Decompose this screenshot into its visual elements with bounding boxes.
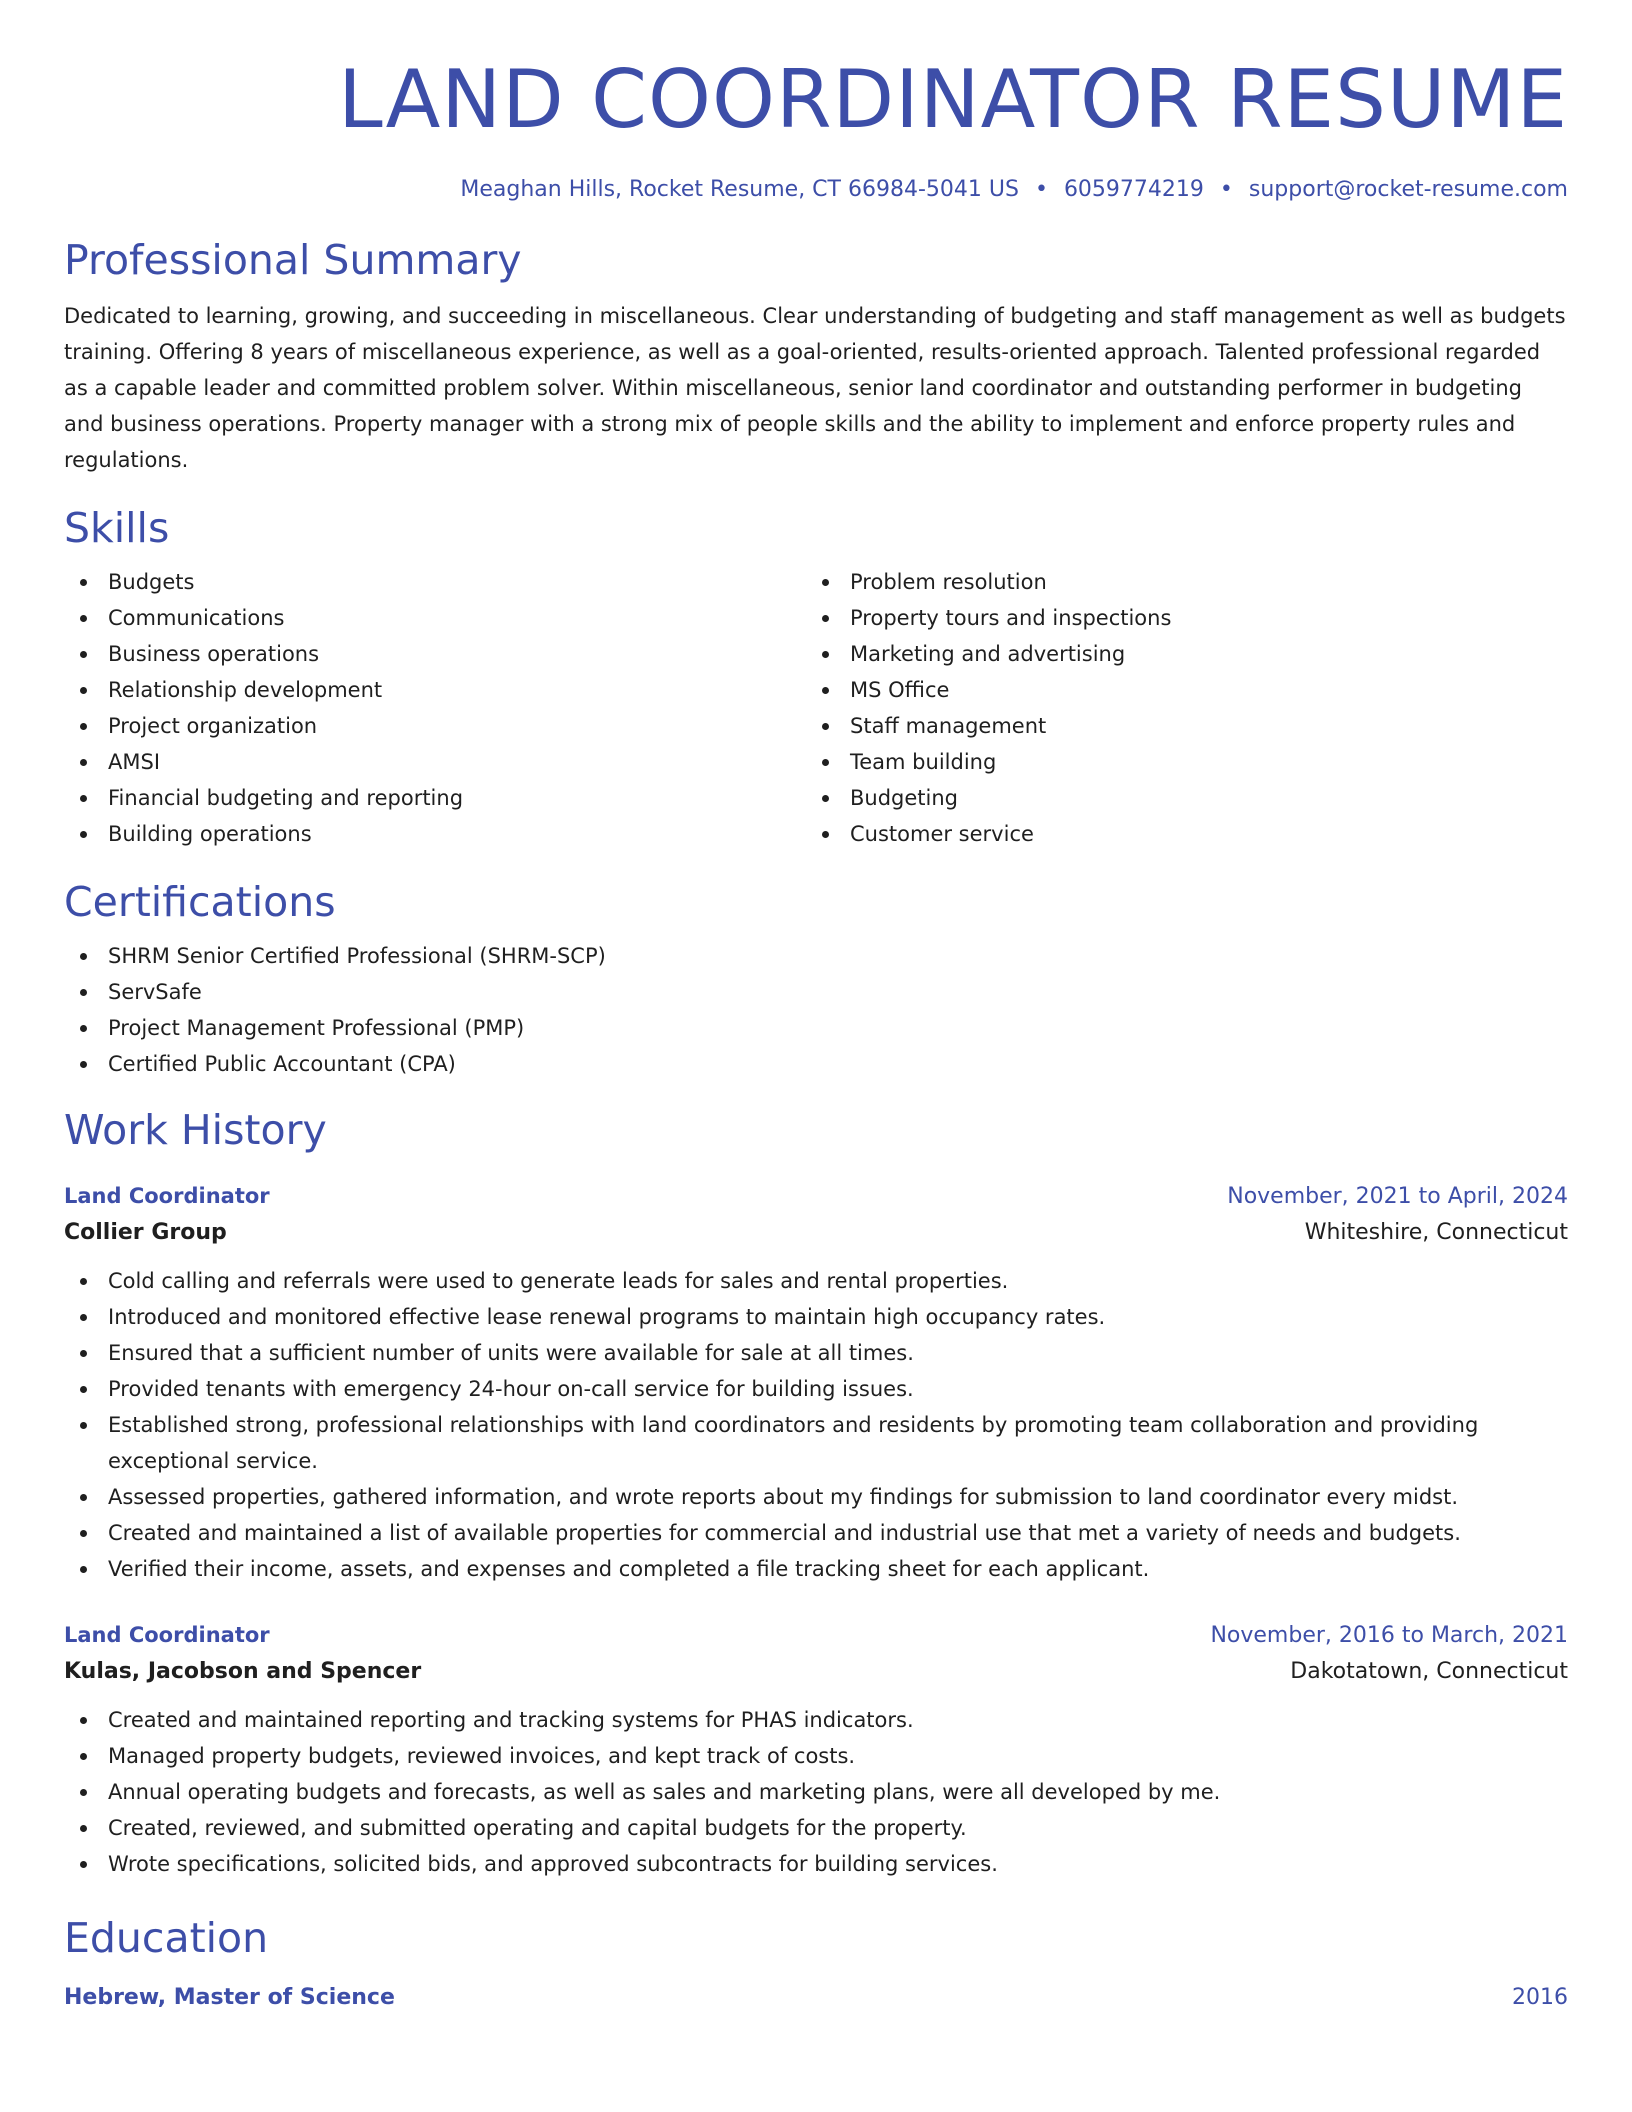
job-location: Whiteshire, Connecticut <box>1304 1220 1568 1245</box>
skills-column-right <box>806 564 1548 852</box>
job-bullets <box>64 1263 1568 1587</box>
list-item: Team building <box>806 744 1548 780</box>
section-heading: Certifications <box>64 878 336 926</box>
education-row <box>64 1982 1568 2014</box>
section-heading: Skills <box>64 504 170 552</box>
certifications-list <box>64 938 1568 1082</box>
job-company-row <box>64 1652 1568 1692</box>
list-item: Managed property budgets, reviewed invoices, and kept track of costs. <box>64 1738 1568 1774</box>
education-year: 2016 <box>1512 1985 1568 2010</box>
section-heading: Professional Summary <box>64 236 522 284</box>
job-header-row <box>64 1619 1568 1652</box>
list-item: Created and maintained a list of available properties for commercial and industrial use that met a variety of needs and budgets. <box>64 1515 1568 1551</box>
list-item: Budgets <box>64 564 806 600</box>
section-heading: Work History <box>64 1106 327 1154</box>
list-item: AMSI <box>64 744 806 780</box>
list-item: Created, reviewed, and submitted operating and capital budgets for the property. <box>64 1810 1568 1846</box>
resume-title: LAND COORDINATOR RESUME <box>338 53 1568 146</box>
list-item: ServSafe <box>64 974 1568 1010</box>
job-header-row <box>64 1180 1568 1213</box>
list-item: Created and maintained reporting and tracking systems for PHAS indicators. <box>64 1702 1568 1738</box>
education-degree: Hebrew, Master of Science <box>64 1985 395 2010</box>
section-heading: Education <box>64 1914 269 1962</box>
contact-separator: • <box>1219 177 1233 202</box>
list-item: Project organization <box>64 708 806 744</box>
professional-summary-section <box>64 234 1568 478</box>
skills-grid <box>64 564 1568 852</box>
list-item: MS Office <box>806 672 1548 708</box>
job-company: Collier Group <box>64 1220 227 1245</box>
list-item: Provided tenants with emergency 24-hour on-call service for building issues. <box>64 1371 1568 1407</box>
list-item: Financial budgeting and reporting <box>64 780 806 816</box>
job-dates: November, 2021 to April, 2024 <box>1227 1184 1568 1209</box>
list-item: Business operations <box>64 636 806 672</box>
list-item: Established strong, professional relationships with land coordinators and residents by promoting team collaboration and providing exceptional service. <box>64 1407 1568 1479</box>
job-title: Land Coordinator <box>64 1184 270 1208</box>
resume-header <box>64 0 1568 206</box>
list-item: Property tours and inspections <box>806 600 1548 636</box>
job-dates: November, 2016 to March, 2021 <box>1210 1623 1568 1648</box>
list-item: Customer service <box>806 816 1548 852</box>
contact-email[interactable]: support@rocket-resume.com <box>1248 177 1568 202</box>
list-item: Wrote specifications, solicited bids, and approved subcontracts for building services. <box>64 1846 1568 1882</box>
list-item: Staff management <box>806 708 1548 744</box>
list-item: Marketing and advertising <box>806 636 1548 672</box>
job-entry <box>64 1180 1568 1587</box>
education-section <box>64 1912 1568 2014</box>
list-item: Building operations <box>64 816 806 852</box>
list-item: Project Management Professional (PMP) <box>64 1010 1568 1046</box>
contact-line <box>64 174 1568 206</box>
skills-column-left <box>64 564 806 852</box>
contact-separator: • <box>1034 177 1048 202</box>
list-item: Annual operating budgets and forecasts, as well as sales and marketing plans, were all developed by me. <box>64 1774 1568 1810</box>
contact-address: Meaghan Hills, Rocket Resume, CT 66984-5041 US <box>460 177 1019 202</box>
list-item: Relationship development <box>64 672 806 708</box>
list-item: Verified their income, assets, and expenses and completed a file tracking sheet for each applicant. <box>64 1551 1568 1587</box>
list-item: Introduced and monitored effective lease renewal programs to maintain high occupancy rates. <box>64 1299 1568 1335</box>
job-entry <box>64 1619 1568 1882</box>
list-item: Problem resolution <box>806 564 1548 600</box>
skills-section <box>64 502 1568 852</box>
list-item: Communications <box>64 600 806 636</box>
skills-list-right <box>806 564 1548 852</box>
list-item: SHRM Senior Certified Professional (SHRM-SCP) <box>64 938 1568 974</box>
skills-list-left <box>64 564 806 852</box>
list-item: Certified Public Accountant (CPA) <box>64 1046 1568 1082</box>
list-item: Cold calling and referrals were used to generate leads for sales and rental properties. <box>64 1263 1568 1299</box>
job-title: Land Coordinator <box>64 1623 270 1647</box>
list-item: Budgeting <box>806 780 1548 816</box>
certifications-section <box>64 876 1568 1082</box>
contact-phone[interactable]: 6059774219 <box>1063 177 1204 202</box>
job-bullets <box>64 1702 1568 1882</box>
job-company-row <box>64 1213 1568 1253</box>
summary-text: Dedicated to learning, growing, and succeeding in miscellaneous. Clear understanding of budgeting and staff management as well as budgets training. Offering 8 years of miscellaneous experience, as well as a goal-oriented, results-oriented approach. Talented professional regarded as a capable leader and committed problem solver. Within miscellaneous, senior land coordinator and outstanding performer in budgeting and business operations. Property manager with a strong mix of people skills and the ability to implement and enforce property rules and regulations. <box>64 304 1566 472</box>
list-item: Assessed properties, gathered information, and wrote reports about my findings for submission to land coordinator every midst. <box>64 1479 1568 1515</box>
list-item: Ensured that a sufficient number of units were available for sale at all times. <box>64 1335 1568 1371</box>
job-company: Kulas, Jacobson and Spencer <box>64 1659 422 1684</box>
job-location: Dakotatown, Connecticut <box>1290 1659 1568 1684</box>
work-history-section <box>64 1104 1568 1882</box>
